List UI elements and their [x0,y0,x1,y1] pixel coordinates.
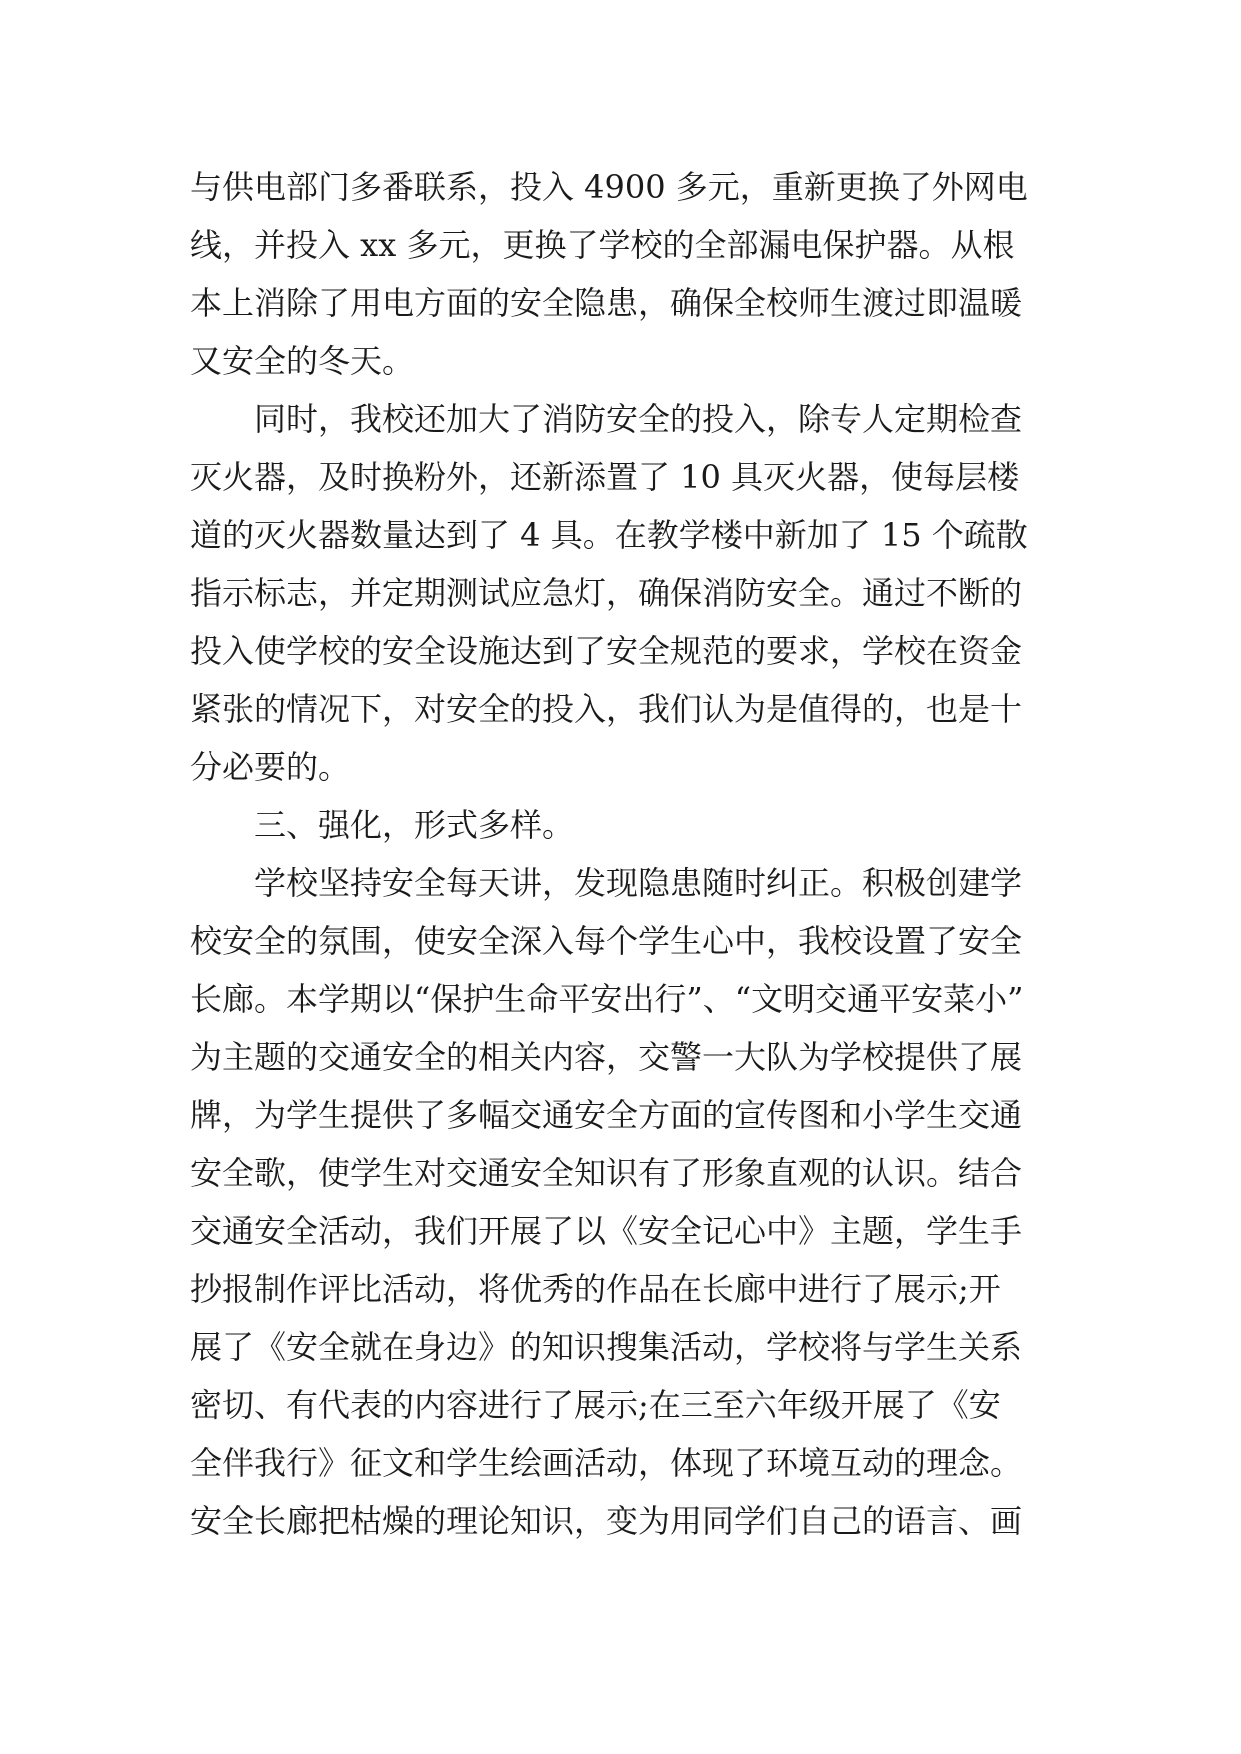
text-line: 交通安全活动，我们开展了以《安全记心中》主题，学生手 [190,1212,1023,1250]
text-line: 与供电部门多番联系，投入 4900 多元，重新更换了外网电 [190,168,1028,206]
text-line: 展了《安全就在身边》的知识搜集活动，学校将与学生关系 [190,1328,1023,1366]
section-heading: 三、强化，形式多样。 [254,806,575,844]
text-line: 抄报制作评比活动，将优秀的作品在长廊中进行了展示;开 [190,1270,1001,1308]
text-line: 投入使学校的安全设施达到了安全规范的要求，学校在资金 [190,632,1023,670]
text-line: 又安全的冬天。 [190,342,415,380]
text-line: 安全长廊把枯燥的理论知识，变为用同学们自己的语言、画 [190,1502,1023,1540]
text-line: 紧张的情况下，对安全的投入，我们认为是值得的，也是十 [190,690,1023,728]
paragraph-first-line: 同时，我校还加大了消防安全的投入，除专人定期检查 [254,400,1023,438]
text-line: 指示标志，并定期测试应急灯，确保消防安全。通过不断的 [190,574,1023,612]
text-line: 校安全的氛围，使安全深入每个学生心中，我校设置了安全 [190,922,1023,960]
text-line: 道的灭火器数量达到了 4 具。在教学楼中新加了 15 个疏散 [190,516,1028,554]
text-line: 安全歌，使学生对交通安全知识有了形象直观的认识。结合 [190,1154,1023,1192]
text-line: 密切、有代表的内容进行了展示;在三至六年级开展了《安 [190,1386,1001,1424]
text-line: 全伴我行》征文和学生绘画活动，体现了环境互动的理念。 [190,1444,1023,1482]
text-line: 牌，为学生提供了多幅交通安全方面的宣传图和小学生交通 [190,1096,1023,1134]
text-line: 分必要的。 [190,748,351,786]
text-line: 长廊。本学期以“保护生命平安出行”、“文明交通平安菜小” [190,980,1024,1018]
paragraph-first-line: 学校坚持安全每天讲，发现隐患随时纠正。积极创建学 [254,864,1023,902]
body-text [190,158,1090,1550]
text-line: 线，并投入 xx 多元，更换了学校的全部漏电保护器。从根 [190,226,1015,264]
text-line: 本上消除了用电方面的安全隐患，确保全校师生渡过即温暖 [190,284,1023,322]
text-line: 灭火器，及时换粉外，还新添置了 10 具灭火器，使每层楼 [190,458,1020,496]
text-line: 为主题的交通安全的相关内容，交警一大队为学校提供了展 [190,1038,1023,1076]
